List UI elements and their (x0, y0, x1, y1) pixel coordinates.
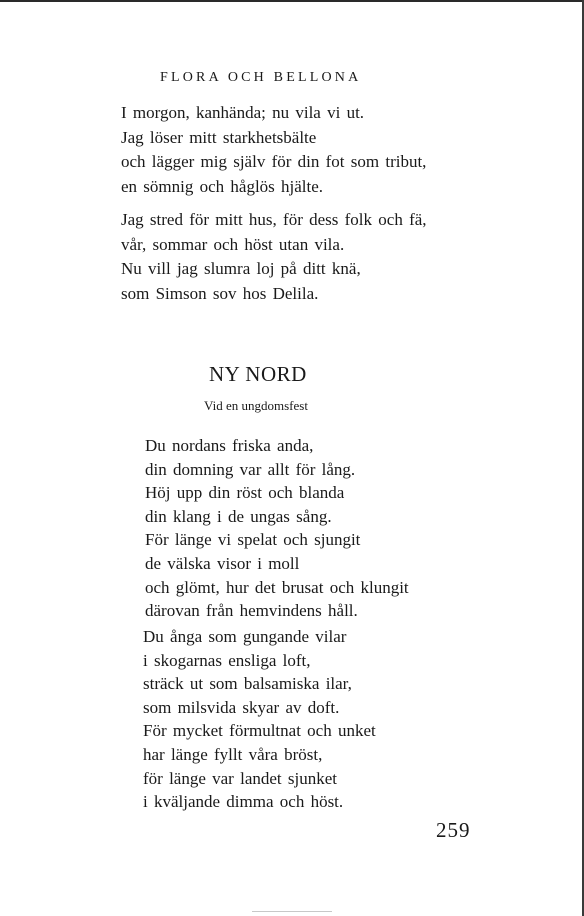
poem-stanza (121, 208, 427, 306)
verse-line: sträck ut som balsamiska ilar, (143, 674, 352, 694)
top-border-rule (0, 0, 584, 2)
verse-line: de välska visor i moll (145, 553, 300, 573)
verse-line: som milsvida skyar av doft. (143, 697, 340, 717)
bottom-edge-mark (252, 911, 332, 912)
verse-line: I morgon, kanhända; nu vila vi ut. (121, 103, 365, 122)
poem-stanza (143, 625, 376, 814)
verse-line: och lägger mig själv för din fot som tribut, (121, 152, 427, 171)
running-head: FLORA OCH BELLONA (160, 70, 362, 85)
verse-line: Höj upp din röst och blanda (145, 483, 345, 503)
verse-line: För länge vi spelat och sjungit (145, 530, 361, 550)
verse-line: Du ånga som gungande vilar (143, 627, 347, 646)
verse-line: en sömnig och håglös hjälte. (121, 176, 324, 196)
verse-line: i kväljande dimma och höst. (143, 792, 344, 812)
poem-subtitle: Vid en ungdomsfest (204, 398, 308, 413)
verse-line: För mycket förmultnat och unket (143, 721, 376, 741)
poem-title: NY NORD (209, 362, 307, 386)
poem-stanza (121, 101, 426, 199)
verse-line: Jag löser mitt starkhetsbälte (121, 127, 317, 147)
verse-line: har länge fyllt våra bröst, (143, 744, 323, 764)
verse-line: för länge var landet sjunket (143, 768, 337, 788)
verse-line: Nu vill jag slumra loj på ditt knä, (121, 259, 361, 278)
verse-line: Du nordans friska anda, (145, 436, 314, 455)
verse-line: vår, sommar och höst utan vila. (121, 234, 345, 254)
poem-stanza (145, 434, 409, 623)
verse-line: som Simson sov hos Delila. (121, 283, 319, 303)
verse-line: din klang i de ungas sång. (145, 506, 332, 526)
verse-line: och glömt, hur det brusat och klungit (145, 577, 409, 597)
verse-line: Jag stred för mitt hus, för dess folk och fä, (121, 210, 427, 229)
verse-line: din domning var allt för lång. (145, 459, 356, 479)
verse-line: därovan från hemvindens håll. (145, 601, 358, 621)
page-number: 259 (436, 818, 471, 842)
verse-line: i skogarnas ensliga loft, (143, 650, 311, 670)
